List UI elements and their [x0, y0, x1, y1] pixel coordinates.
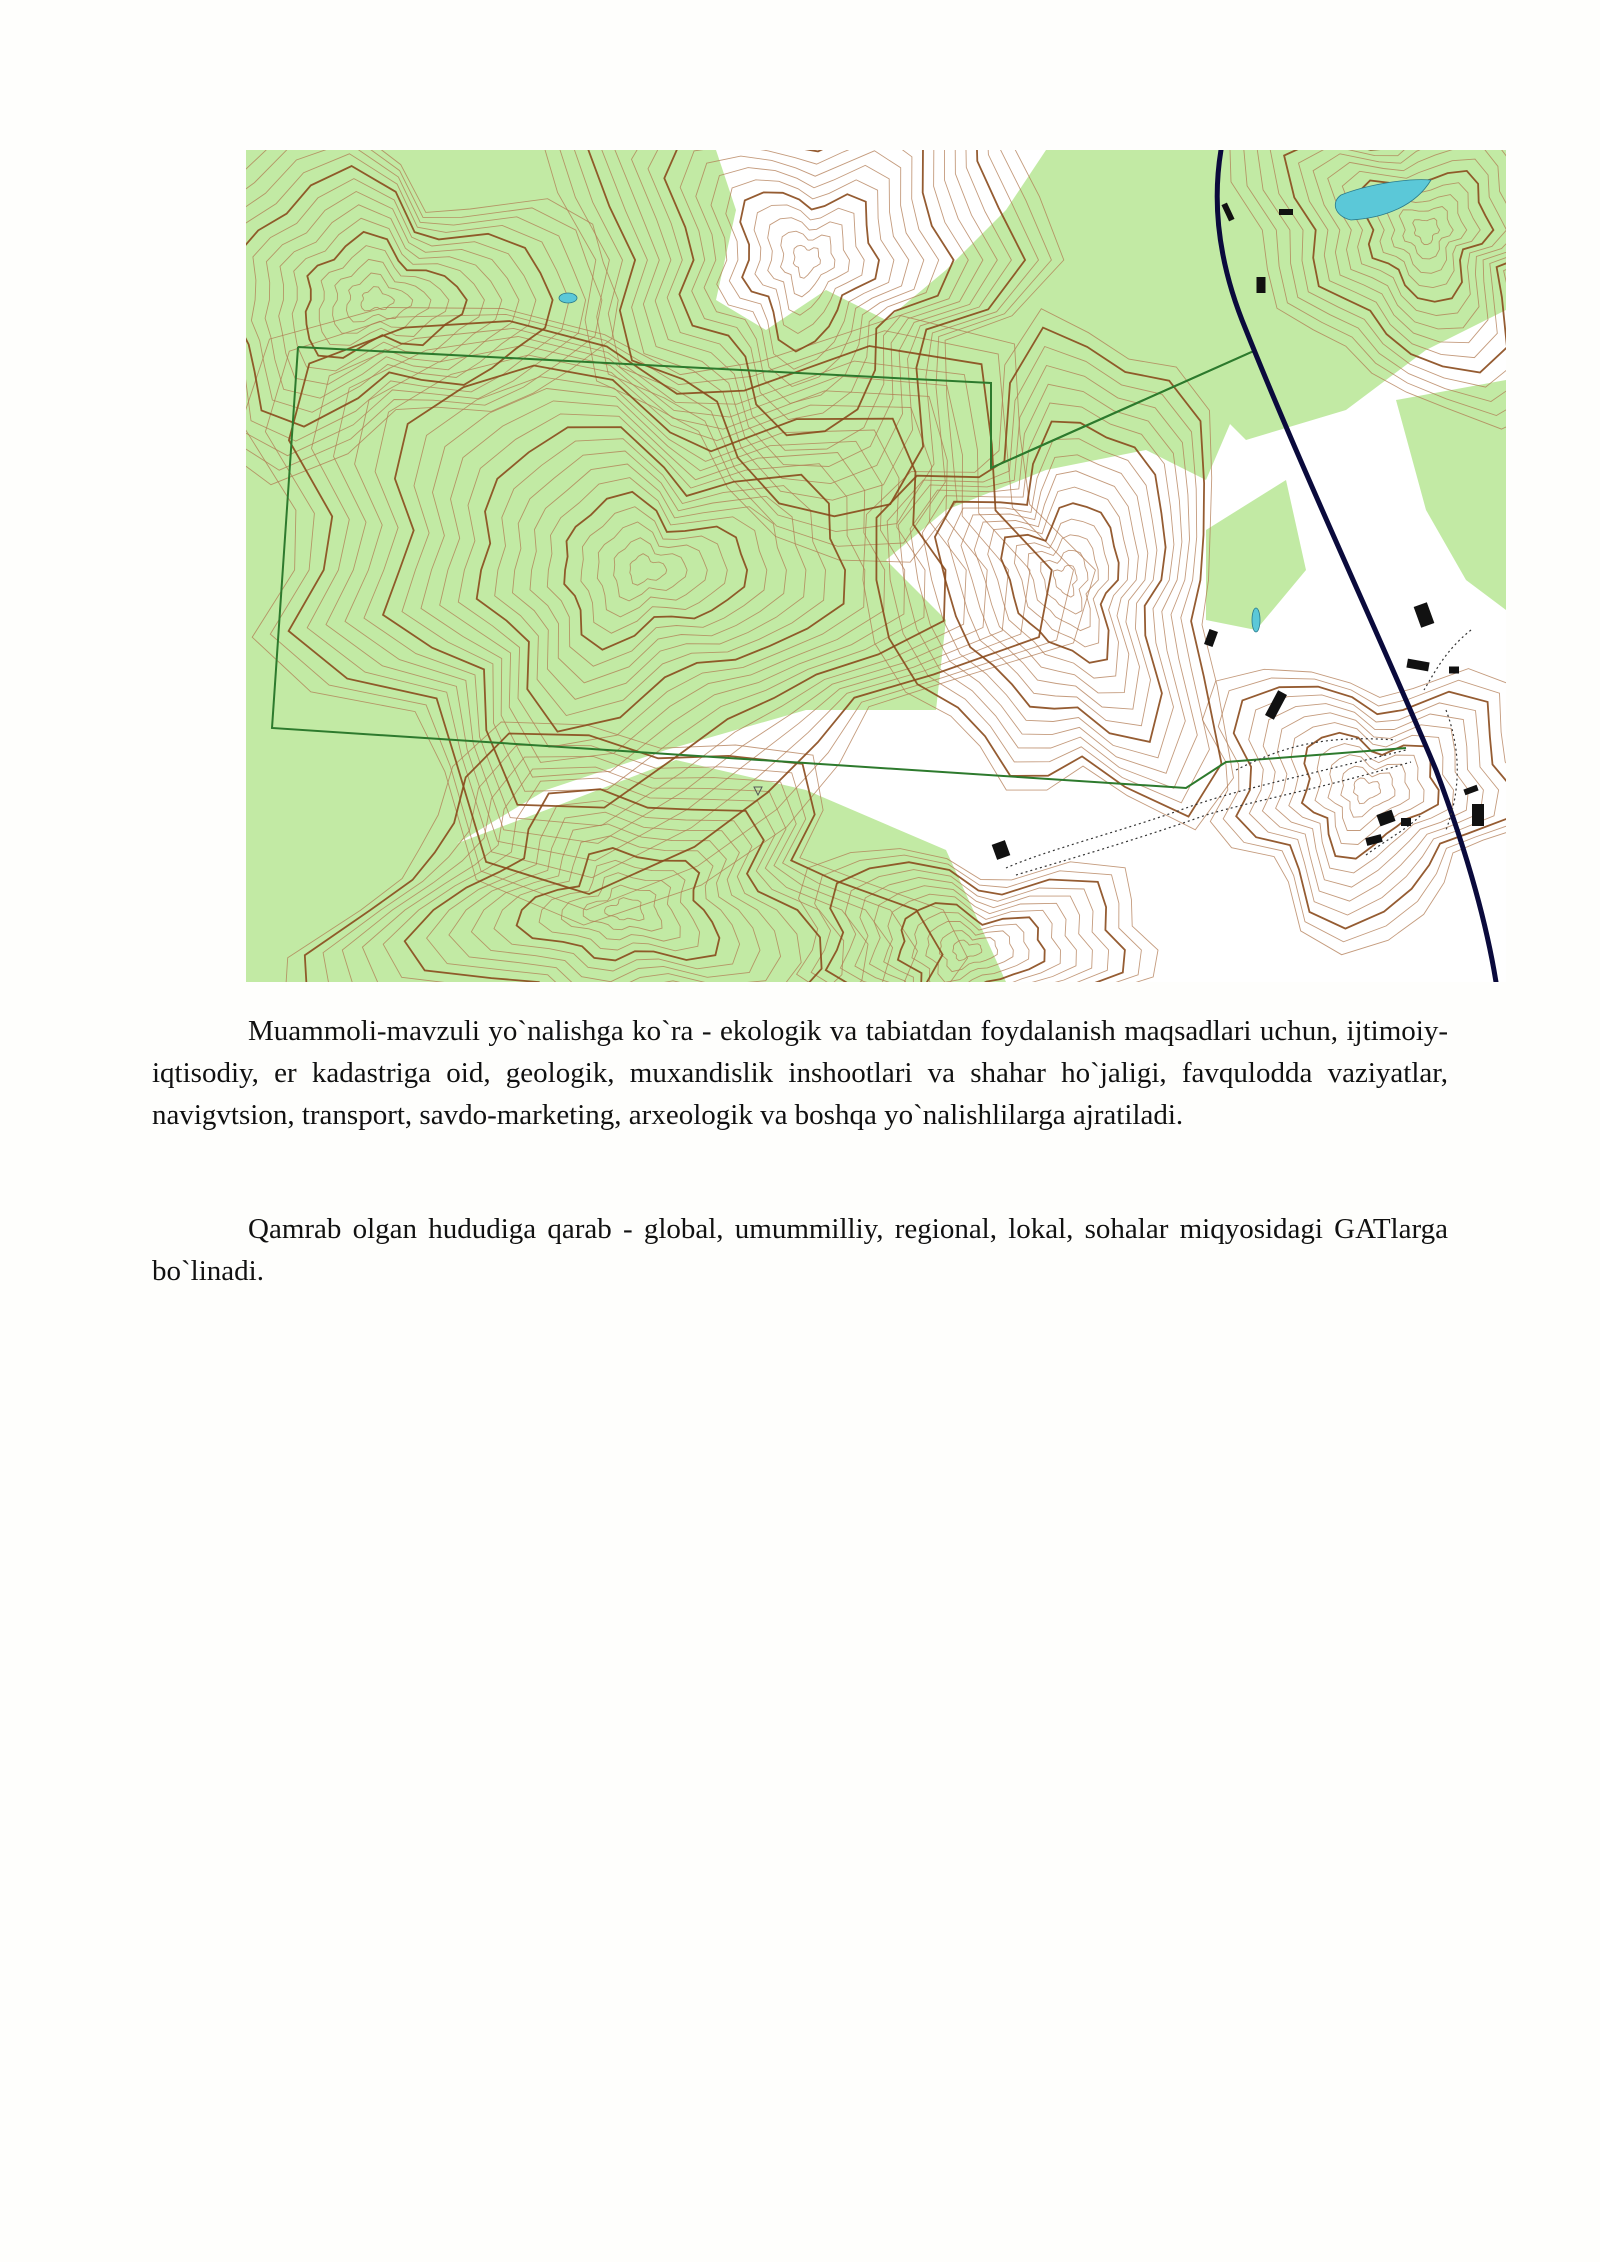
paragraph-2-text: Qamrab olgan hududiga qarab - global, umummilliy, regional, lokal, sohalar miqyosidagi GATlarga bo`linadi.	[152, 1213, 1448, 1287]
paragraph-2	[152, 1208, 1448, 1292]
building	[1257, 277, 1266, 293]
building	[1279, 209, 1293, 215]
building	[1449, 667, 1459, 674]
building	[1401, 818, 1411, 826]
pond	[559, 293, 577, 303]
pond	[1252, 608, 1260, 632]
building	[1472, 804, 1484, 826]
topographic-map-figure	[246, 150, 1506, 982]
paragraph-1	[152, 1010, 1448, 1136]
paragraph-1-text: Muammoli-mavzuli yo`nalishga ko`ra - ekologik va tabiatdan foydalanish maqsadlari uchun, ijtimoiy-iqtisodiy, er kadastriga oid, geologik, muxandislik inshootlari va shahar ho`jaligi, favqulodda vaziyatlar, navigvtsion, transport, savdo-marketing, arxeologik va boshqa yo`nalishlilarga ajratiladi.	[152, 1015, 1448, 1131]
